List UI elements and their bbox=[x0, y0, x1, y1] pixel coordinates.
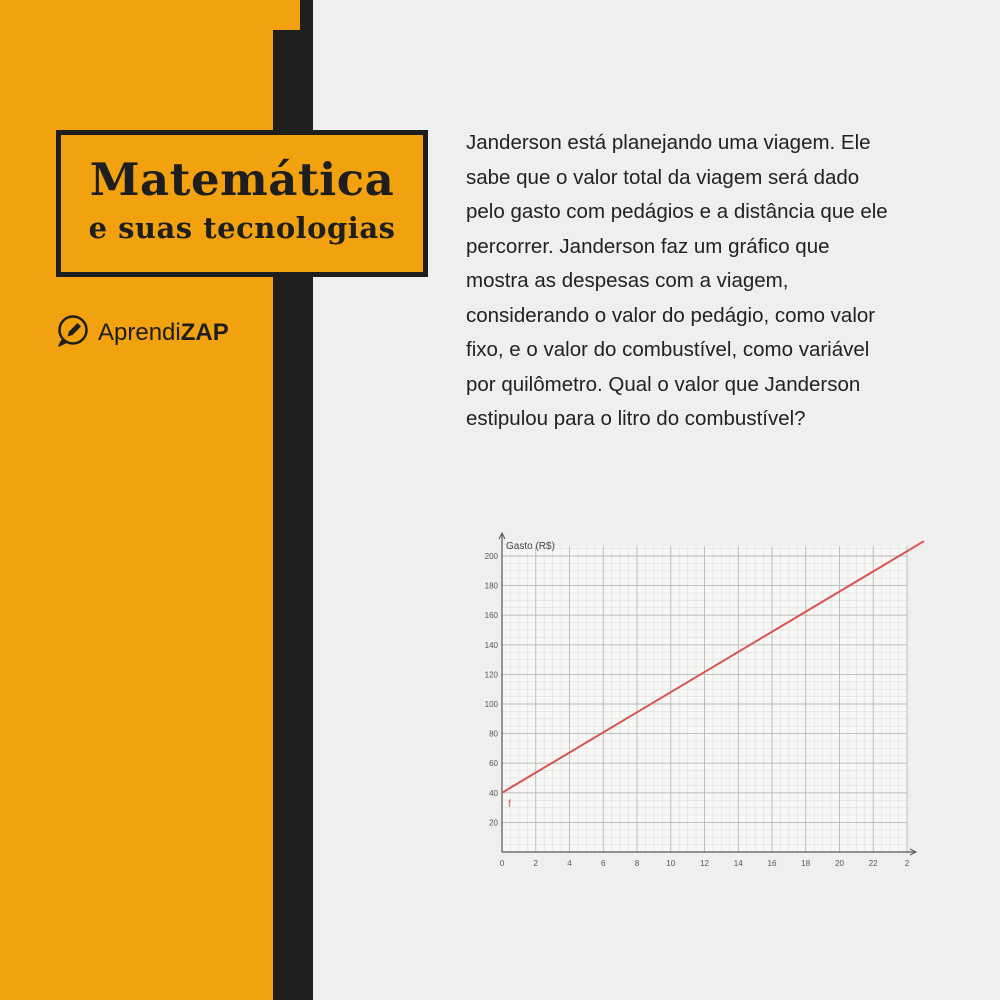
x-tick-label: 2 bbox=[904, 859, 910, 868]
dark-stripe-top bbox=[300, 0, 313, 30]
chart-grid bbox=[502, 546, 907, 852]
x-tick-label: 14 bbox=[733, 859, 743, 868]
y-tick-label: 120 bbox=[484, 670, 498, 680]
y-tick-label: 200 bbox=[484, 552, 498, 561]
y-axis-label: Gasto (R$) bbox=[506, 541, 555, 552]
y-tick-label: 180 bbox=[484, 581, 498, 591]
page-title: Matemática bbox=[89, 153, 395, 206]
pencil-bubble-icon bbox=[56, 314, 90, 353]
x-tick-label: 4 bbox=[567, 859, 572, 868]
y-tick-label: 80 bbox=[489, 729, 498, 739]
series-label: f bbox=[508, 798, 511, 810]
y-tick-label: 140 bbox=[484, 640, 498, 650]
x-tick-label: 20 bbox=[835, 859, 844, 868]
x-tick-label: 18 bbox=[801, 859, 811, 868]
x-tick-label: 10 bbox=[666, 859, 676, 868]
y-tick-label: 20 bbox=[489, 818, 498, 828]
title-box bbox=[56, 130, 428, 277]
y-tick-label: 60 bbox=[489, 759, 498, 769]
x-tick-label: 2 bbox=[533, 859, 538, 868]
line-chart bbox=[478, 530, 928, 880]
x-tick-label: 6 bbox=[601, 859, 606, 868]
y-tick-label: 100 bbox=[484, 700, 498, 709]
x-tick-label: 8 bbox=[634, 859, 640, 868]
brand-suffix: ZAP bbox=[180, 319, 229, 346]
x-tick-label: 12 bbox=[700, 859, 709, 868]
question-text: Janderson está planejando uma viagem. Ele sabe que o valor total da viagem será dado pelo gasto com pedágios e a distância que ele percorrer. Janderson faz um gráfico que mostra as despesas com a viagem, considerando o valor do pedágio, como valor fixo, e o valor do combustível, como variável por quilômetro. Qual o valor que Janderson estipulou para o litro do combustível? bbox=[466, 131, 888, 430]
y-tick-label: 40 bbox=[489, 788, 498, 798]
x-tick-label: 0 bbox=[499, 859, 505, 868]
x-tick-label: 16 bbox=[767, 859, 777, 868]
page-subtitle: e suas tecnologias bbox=[88, 211, 396, 245]
brand-name bbox=[98, 319, 229, 347]
x-tick-label: 22 bbox=[868, 859, 878, 868]
brand-prefix: Aprendi bbox=[98, 319, 181, 346]
brand-logo bbox=[56, 316, 229, 350]
y-tick-label: 160 bbox=[484, 611, 498, 621]
